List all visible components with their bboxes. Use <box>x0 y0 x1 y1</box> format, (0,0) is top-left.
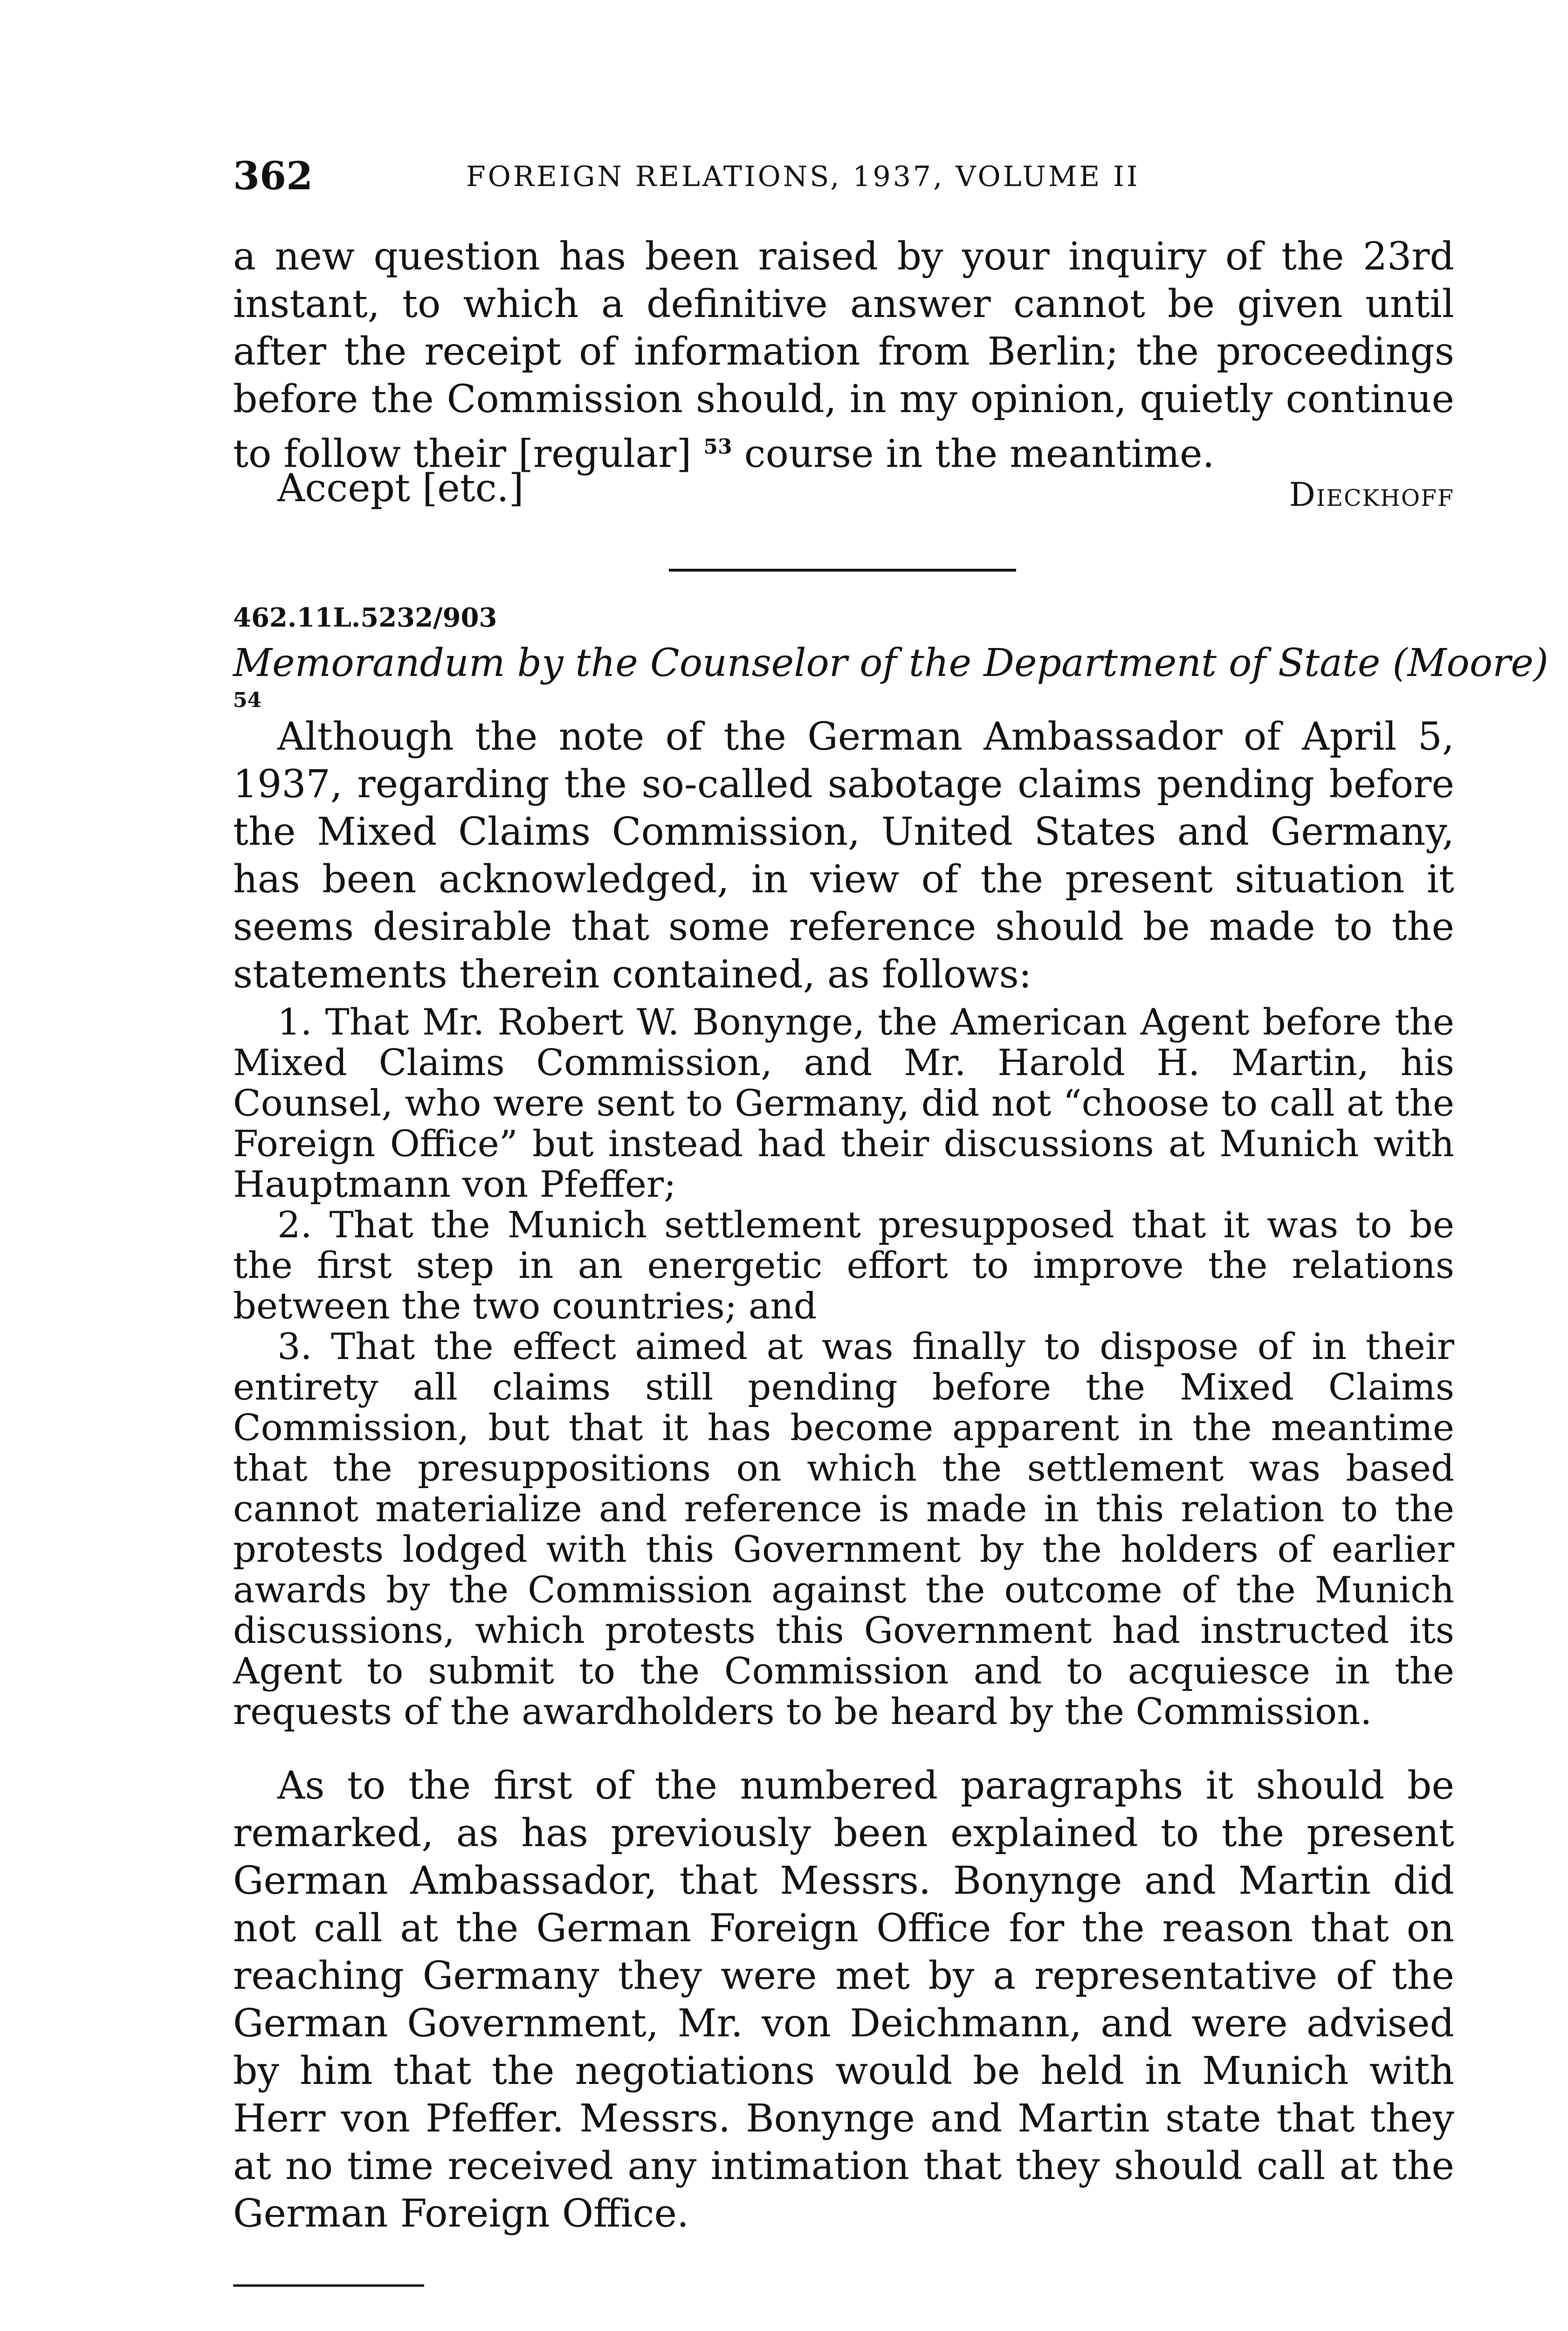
numbered-items <box>233 1002 1454 1732</box>
continuation-text: a new question has been raised by your inquiry of the 23rd instant, to which a definitive answer cannot be given until after the receipt of information from Berlin; the proceedings before the Commission should, in my opinion, quietly continue to follow their [regular] <box>233 234 1454 476</box>
closing-line: Accept [etc.] <box>277 466 524 510</box>
file-number: 462.11L.5232/903 <box>233 602 497 633</box>
document-heading-text: Memorandum by the Counselor of the Department of State (Moore) <box>233 641 1548 685</box>
running-title: FOREIGN RELATIONS, 1937, VOLUME II <box>466 160 1140 193</box>
signature: Dieckhoff <box>1289 476 1454 514</box>
continuation-text-end: course in the meantime. <box>732 432 1215 476</box>
letter-continuation <box>233 233 1454 478</box>
section-divider <box>669 569 1016 572</box>
page-number: 362 <box>233 154 313 199</box>
final-paragraph: As to the first of the numbered paragraphs it should be remarked, as has previously been explained to the present German Ambassador, that Messrs. Bonynge and Martin did not call at the German Foreign Office for the reason that on reaching Germany they were met by a representative of the German Government, Mr. von Deichmann, and were advised by him that the negotiations would be held in Munich with Herr von Pfeffer. Messrs. Bonynge and Martin state that they at no time received any intimation that they should call at the German Foreign Office. <box>233 1764 1454 2236</box>
numbered-item-3: 3. That the effect aimed at was finally to dispose of in their entirety all claims still pending before the Mixed Claims Commission, but that it has become apparent in the meantime that the presuppositions on which the settlement was based cannot materialize and reference is made in this relation to the protests lodged with this Government by the holders of earlier awards by the Commission against the outcome of the Munich discussions, which protests this Government had instructed its Agent to submit to the Commission and to acquiesce in the requests of the awardholders to be heard by the Commission. <box>233 1326 1454 1733</box>
page-header <box>233 154 1454 210</box>
footnote-ref-54: 54 <box>233 688 262 712</box>
memorandum-final <box>233 1762 1454 2238</box>
footnote-ref-53: 53 <box>703 435 732 459</box>
memorandum-intro <box>233 713 1454 999</box>
footnote-divider <box>233 2284 424 2287</box>
numbered-item-2: 2. That the Munich settlement presupposed that it was to be the first step in an energetic effort to improve the relations between the two countries; and <box>233 1204 1454 1327</box>
intro-paragraph: Although the note of the German Ambassador of April 5, 1937, regarding the so-called sabotage claims pending before the Mixed Claims Commission, United States and Germany, has been acknowledged, in view of the present situation it seems desirable that some reference should be made to the statements therein contained, as follows: <box>233 715 1454 997</box>
numbered-item-1: 1. That Mr. Robert W. Bonynge, the American Agent before the Mixed Claims Commission, and Mr. Harold H. Martin, his Counsel, who were sent to Germany, did not “choose to call at the Foreign Office” but instead had their discussions at Munich with Hauptmann von Pfeffer; <box>233 1001 1454 1206</box>
letter-closing <box>233 466 1454 517</box>
continuation-paragraph <box>233 233 1454 478</box>
